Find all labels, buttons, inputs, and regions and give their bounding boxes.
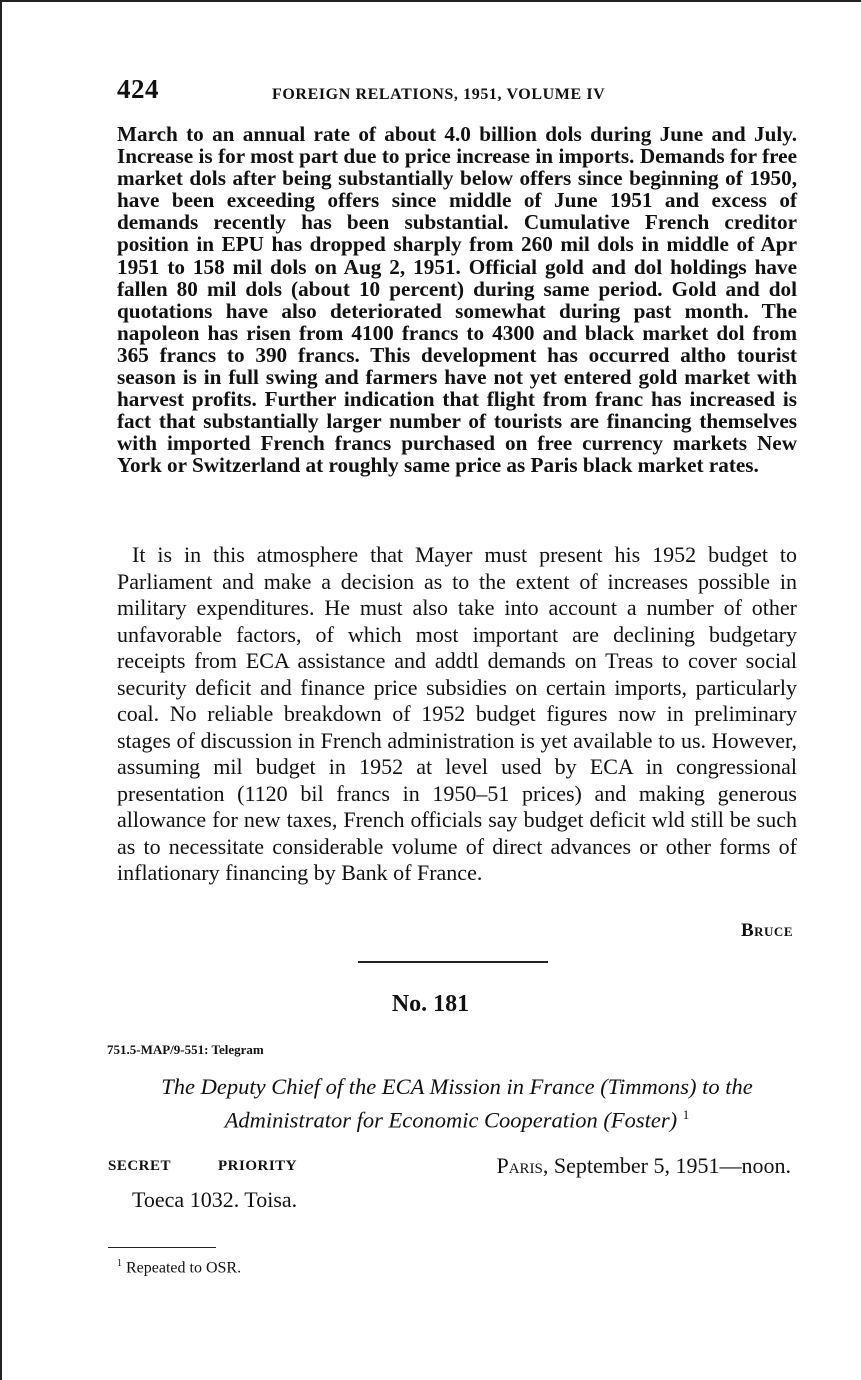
- classification-label: SECRET: [108, 1158, 172, 1174]
- body-paragraph-1: March to an annual rate of about 4.0 billion dols during June and July. Increase is for most part due to price increase in imports. Demands for free market dols after being substantially below offers since beginning of 1950, have been exceeding offers since middle of June 1951 and excess of demands recently has been substantial. Cumulative French creditor position in EPU has dropped sharply from 260 mil dols in middle of Apr 1951 to 158 mil dols on Aug 2, 1951. Official gold and dol holdings have fallen 80 mil dols (about 10 percent) during same period. Gold and dol quotations have also deteriorated somewhat during past month. The napoleon has risen from 4100 francs to 4300 and black market dol from 365 francs to 390 francs. This development has occurred altho tourist season is in full swing and farmers have not yet entered gold market with harvest profits. Further indication that flight from franc has increased is fact that substantially larger number of tourists are financing themselves with imported French francs purchased on free currency markets New York or Switzerland at roughly same price as Paris black market rates.: [117, 122, 797, 478]
- running-head: FOREIGN RELATIONS, 1951, VOLUME IV: [272, 86, 606, 103]
- telegram-reference: Toeca 1032. Toisa.: [132, 1187, 298, 1212]
- document-title-text: The Deputy Chief of the ECA Mission in France (Timmons) to the Administrator for Economic Cooperation (Foster): [161, 1074, 753, 1133]
- precedence-label: PRIORITY: [218, 1158, 298, 1174]
- title-footnote-marker: 1: [682, 1107, 690, 1122]
- footnote-rule: [108, 1247, 216, 1248]
- document-title: [117, 1073, 797, 1135]
- signature: Bruce: [740, 920, 793, 941]
- scan-left-edge: [0, 0, 2, 1380]
- scan-top-edge: [0, 0, 861, 2]
- body-paragraph-2: It is in this atmosphere that Mayer must present his 1952 budget to Parliament and make a decision as to the extent of increases possible in military expenditures. He must also take into account a number of other unfavorable factors, of which most important are declining budgetary receipts from ECA assistance and addtl demands on Treas to cover social security deficit and finance price subsidies on certain imports, particularly coal. No reliable breakdown of 1952 budget figures now in preliminary stages of discussion in French administration is yet available to us. However, assuming mil budget in 1952 at level used by ECA in congressional presentation (1120 bil francs in 1950–51 prices) and making generous allowance for new taxes, French officials say budget deficit wld still be such as to necessitate considerable volume of direct advances or other forms of inflationary financing by Bank of France.: [117, 542, 797, 885]
- dateline-date: September 5, 1951—noon.: [548, 1153, 791, 1178]
- page-header: [117, 72, 797, 108]
- document-number: No. 181: [391, 991, 470, 1017]
- dateline-place: Paris,: [496, 1153, 549, 1178]
- page-number: 424: [117, 74, 159, 104]
- section-separator: [358, 961, 548, 963]
- footnote-text: Repeated to OSR.: [122, 1259, 242, 1277]
- file-reference: 751.5-MAP/9-551: Telegram: [107, 1042, 264, 1057]
- footnote-marker: 1: [117, 1258, 122, 1269]
- footnote: [117, 1258, 241, 1277]
- dateline: [496, 1153, 791, 1179]
